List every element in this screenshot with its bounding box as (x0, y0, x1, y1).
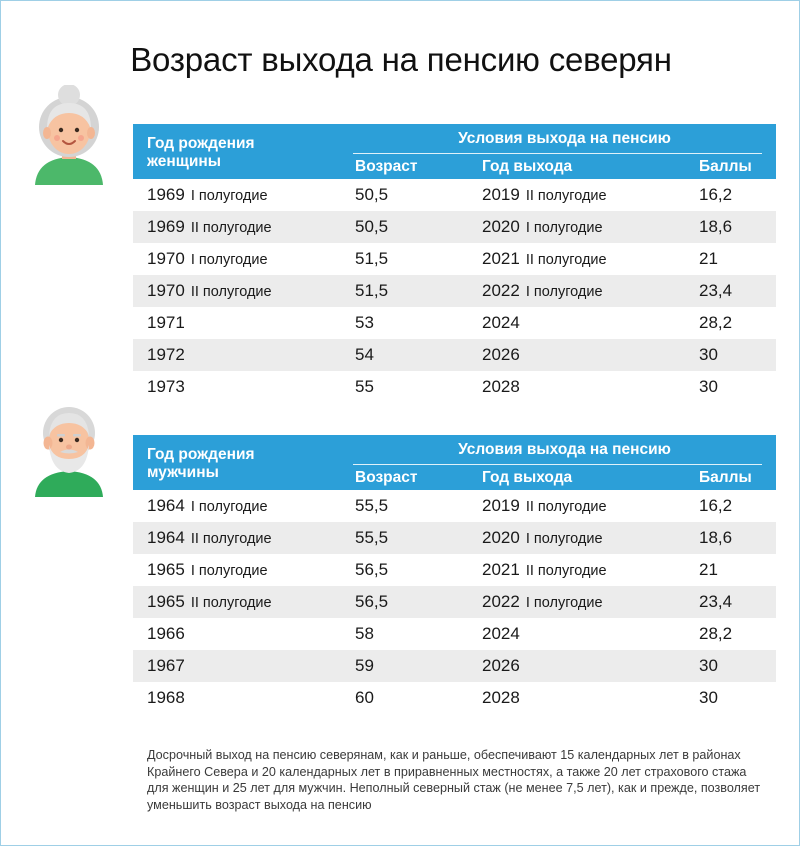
points-cell (699, 688, 718, 708)
retirement-year-cell-half: I полугодие (525, 284, 603, 300)
age-cell-value: 55,5 (355, 496, 389, 515)
men-birth-header-line2: мужчины (147, 464, 219, 481)
birth-year-cell-value: 1973 (147, 377, 185, 396)
points-cell-value: 30 (699, 377, 718, 396)
points-cell-value: 16,2 (699, 496, 733, 515)
women-birth-header-line1: Год рождения (147, 135, 255, 152)
age-cell (355, 624, 374, 644)
retirement-year-cell (482, 688, 520, 708)
table-row (133, 179, 776, 211)
women-table-header (133, 124, 776, 179)
birth-year-cell (147, 377, 185, 397)
points-cell (699, 345, 718, 365)
retirement-year-cell (482, 377, 520, 397)
points-cell (699, 656, 718, 676)
points-cell-value: 23,4 (699, 281, 733, 300)
retirement-year-cell-value: 2026 (482, 345, 520, 364)
men-conditions-header: Условия выхода на пенсию (458, 441, 671, 458)
retirement-year-cell (482, 592, 603, 612)
birth-year-cell-value: 1967 (147, 656, 185, 675)
men-table-header (133, 435, 776, 490)
points-cell (699, 496, 732, 516)
women-table (133, 124, 776, 403)
retirement-year-cell (482, 656, 520, 676)
age-cell-value: 51,5 (355, 281, 389, 300)
birth-year-cell (147, 313, 185, 333)
retirement-year-cell-value: 2020 (482, 217, 520, 236)
retirement-year-cell-half: II полугодие (525, 252, 607, 268)
birth-year-cell (147, 624, 185, 644)
points-cell-value: 18,6 (699, 528, 733, 547)
birth-year-cell-value: 1965 (147, 592, 185, 611)
points-cell (699, 185, 732, 205)
birth-year-cell-value: 1965 (147, 560, 185, 579)
birth-year-cell (147, 281, 272, 301)
table-row (133, 554, 776, 586)
table-row (133, 650, 776, 682)
birth-year-cell-half: II полугодие (190, 284, 272, 300)
retirement-year-cell-value: 2022 (482, 592, 520, 611)
birth-year-cell-value: 1972 (147, 345, 185, 364)
birth-year-cell-half: II полугодие (190, 531, 272, 547)
birth-year-cell (147, 592, 272, 612)
grandmother-icon (29, 85, 109, 185)
age-cell (355, 185, 388, 205)
age-cell (355, 592, 388, 612)
men-table-body (133, 490, 776, 714)
retirement-year-cell-half: II полугодие (525, 499, 607, 515)
birth-year-cell (147, 496, 268, 516)
retirement-year-cell-half: I полугодие (525, 531, 603, 547)
age-cell-value: 55,5 (355, 528, 389, 547)
men-table (133, 435, 776, 714)
birth-year-cell (147, 528, 272, 548)
points-cell (699, 560, 718, 580)
page-title: Возраст выхода на пенсию северян (130, 41, 672, 78)
men-year-header: Год выхода (482, 469, 573, 486)
birth-year-cell (147, 656, 185, 676)
retirement-year-cell-value: 2028 (482, 688, 520, 707)
women-points-header: Баллы (699, 158, 752, 175)
women-birth-header (147, 135, 255, 171)
birth-year-cell-half: I полугодие (190, 188, 268, 204)
age-cell (355, 496, 388, 516)
birth-year-cell-half: II полугодие (190, 595, 272, 611)
retirement-year-cell-value: 2024 (482, 624, 520, 643)
age-cell-value: 56,5 (355, 592, 389, 611)
points-cell-value: 16,2 (699, 185, 733, 204)
women-age-header: Возраст (355, 158, 418, 175)
points-cell-value: 21 (699, 249, 718, 268)
birth-year-cell-value: 1964 (147, 496, 185, 515)
age-cell-value: 50,5 (355, 185, 389, 204)
women-year-header: Год выхода (482, 158, 573, 175)
points-cell (699, 217, 732, 237)
age-cell-value: 60 (355, 688, 374, 707)
age-cell (355, 281, 388, 301)
birth-year-cell-value: 1966 (147, 624, 185, 643)
table-row (133, 586, 776, 618)
table-row (133, 371, 776, 403)
points-cell-value: 28,2 (699, 624, 733, 643)
women-conditions-header: Условия выхода на пенсию (458, 130, 671, 147)
birth-year-cell (147, 249, 268, 269)
retirement-year-cell (482, 281, 603, 301)
retirement-year-cell (482, 313, 520, 333)
points-cell-value: 30 (699, 656, 718, 675)
retirement-year-cell-value: 2019 (482, 185, 520, 204)
birth-year-cell-half: I полугодие (190, 563, 268, 579)
age-cell (355, 656, 374, 676)
age-cell-value: 58 (355, 624, 374, 643)
points-cell-value: 23,4 (699, 592, 733, 611)
grandfather-icon (29, 397, 109, 497)
age-cell (355, 249, 388, 269)
birth-year-cell-value: 1970 (147, 281, 185, 300)
age-cell-value: 50,5 (355, 217, 389, 236)
table-row (133, 339, 776, 371)
birth-year-cell-half: II полугодие (190, 220, 272, 236)
retirement-year-cell-value: 2026 (482, 656, 520, 675)
retirement-year-cell-value: 2024 (482, 313, 520, 332)
retirement-year-cell (482, 624, 520, 644)
age-cell-value: 51,5 (355, 249, 389, 268)
birth-year-cell (147, 345, 185, 365)
birth-year-cell-value: 1969 (147, 185, 185, 204)
points-cell-value: 30 (699, 345, 718, 364)
table-row (133, 307, 776, 339)
birth-year-cell (147, 688, 185, 708)
table-row (133, 243, 776, 275)
retirement-year-cell-half: II полугодие (525, 188, 607, 204)
age-cell (355, 688, 374, 708)
table-row (133, 682, 776, 714)
birth-year-cell-value: 1969 (147, 217, 185, 236)
table-row (133, 522, 776, 554)
retirement-year-cell-value: 2021 (482, 560, 520, 579)
retirement-year-cell (482, 249, 607, 269)
birth-year-cell-value: 1964 (147, 528, 185, 547)
table-row (133, 211, 776, 243)
age-cell (355, 217, 388, 237)
points-cell (699, 624, 732, 644)
retirement-year-cell (482, 217, 603, 237)
age-cell (355, 560, 388, 580)
retirement-year-cell (482, 185, 607, 205)
footnote-text: Досрочный выход на пенсию северянам, как и раньше, обеспечивают 15 календарных лет в районах Крайнего Севера и 20 календарных лет в приравненных местностях, а также 20 лет страхового стажа для женщин и 25 лет для мужчин. Неполный северный стаж (не менее 7,5 лет), как и прежде, позволяет уменьшить возраст выхода на пенсию (147, 748, 761, 812)
women-birth-header-line2: женщины (147, 153, 221, 170)
age-cell-value: 54 (355, 345, 374, 364)
women-table-body (133, 179, 776, 403)
birth-year-cell (147, 185, 268, 205)
retirement-year-cell-value: 2028 (482, 377, 520, 396)
retirement-year-cell-half: I полугодие (525, 220, 603, 236)
retirement-year-cell (482, 496, 607, 516)
points-cell-value: 21 (699, 560, 718, 579)
retirement-year-cell (482, 345, 520, 365)
points-cell (699, 249, 718, 269)
retirement-year-cell-value: 2020 (482, 528, 520, 547)
retirement-year-cell (482, 560, 607, 580)
points-cell (699, 592, 732, 612)
retirement-year-cell-half: II полугодие (525, 563, 607, 579)
age-cell (355, 345, 374, 365)
table-row (133, 275, 776, 307)
birth-year-cell-value: 1970 (147, 249, 185, 268)
points-cell (699, 528, 732, 548)
age-cell-value: 59 (355, 656, 374, 675)
retirement-year-cell-half: I полугодие (525, 595, 603, 611)
retirement-year-cell-value: 2019 (482, 496, 520, 515)
birth-year-cell (147, 217, 272, 237)
age-cell-value: 53 (355, 313, 374, 332)
men-birth-header (147, 446, 255, 482)
table-row (133, 618, 776, 650)
points-cell (699, 377, 718, 397)
age-cell (355, 377, 374, 397)
men-age-header: Возраст (355, 469, 418, 486)
age-cell (355, 528, 388, 548)
women-header-divider (353, 153, 762, 154)
points-cell-value: 30 (699, 688, 718, 707)
points-cell (699, 281, 732, 301)
age-cell-value: 55 (355, 377, 374, 396)
table-row (133, 490, 776, 522)
men-header-divider (353, 464, 762, 465)
birth-year-cell-value: 1968 (147, 688, 185, 707)
retirement-year-cell-value: 2022 (482, 281, 520, 300)
birth-year-cell (147, 560, 268, 580)
men-points-header: Баллы (699, 469, 752, 486)
retirement-year-cell (482, 528, 603, 548)
birth-year-cell-half: I полугодие (190, 499, 268, 515)
retirement-year-cell-value: 2021 (482, 249, 520, 268)
men-birth-header-line1: Год рождения (147, 446, 255, 463)
points-cell (699, 313, 732, 333)
points-cell-value: 28,2 (699, 313, 733, 332)
age-cell-value: 56,5 (355, 560, 389, 579)
age-cell (355, 313, 374, 333)
birth-year-cell-half: I полугодие (190, 252, 268, 268)
points-cell-value: 18,6 (699, 217, 733, 236)
birth-year-cell-value: 1971 (147, 313, 185, 332)
